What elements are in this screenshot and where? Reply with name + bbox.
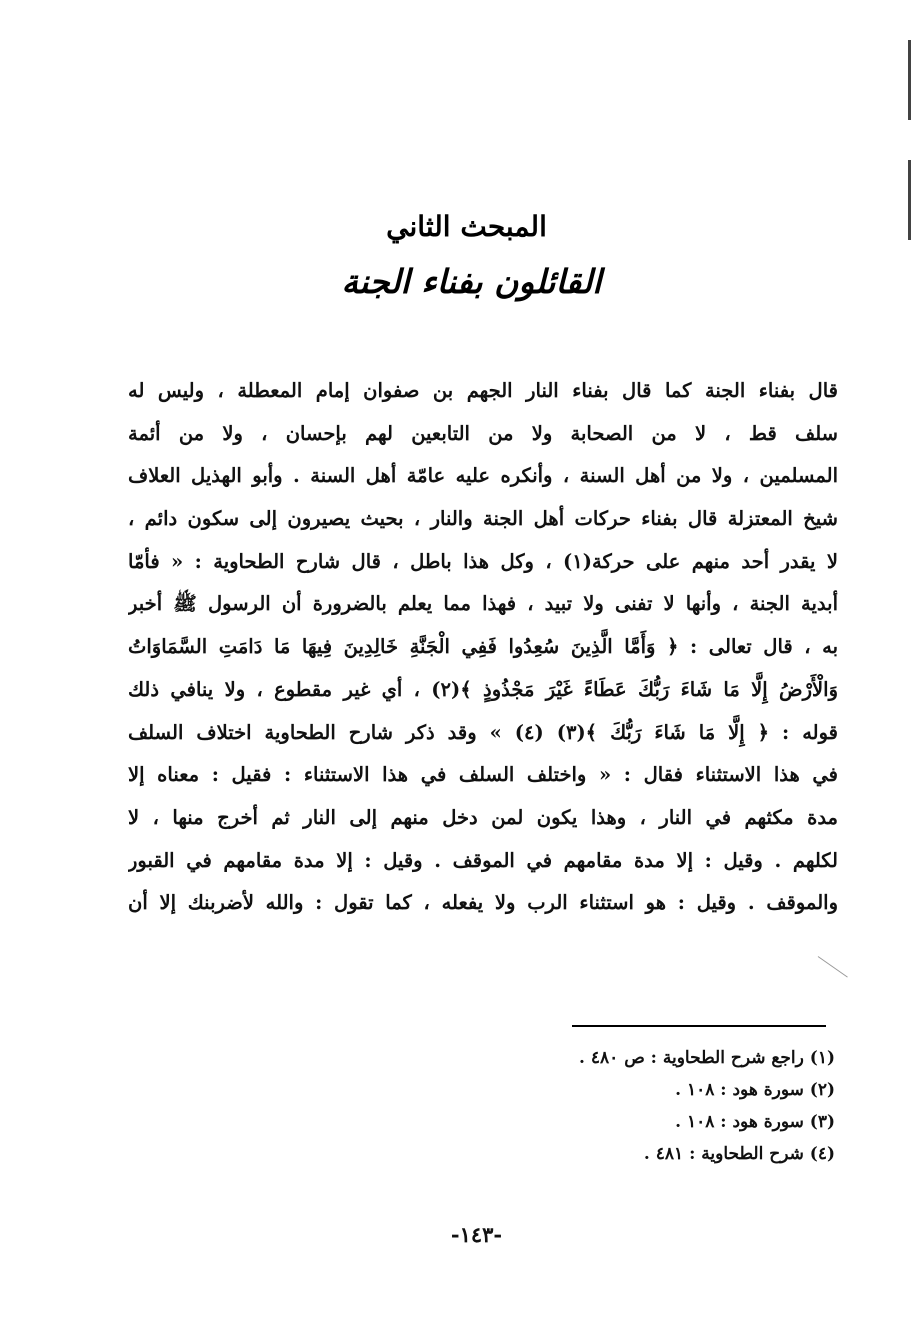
footnote-divider [572,1025,826,1027]
body-line: في هذا الاستثناء فقال : « واختلف السلف في هذا الاستثناء : فقيل : معناه إلا [128,763,838,787]
section-title: المبحث الثاني [386,210,547,243]
body-line: سلف قط ، لا من الصحابة ولا من التابعين لهم بإحسان ، ولا من أئمة [128,421,838,445]
body-line: والموقف . وقيل : هو استثناء الرب ولا يفعله ، كما تقول : والله لأضربنك إلا أن [128,891,838,915]
body-line: قوله : ﴿ إِلَّا مَا شَاءَ رَبُّكَ ﴾(٣) (٤) » وقد ذكر شارح الطحاوية اختلاف السلف [128,720,838,744]
body-paragraph [128,370,838,925]
body-line: لا يقدر أحد منهم على حركة(١) ، وكل هذا باطل ، قال شارح الطحاوية : « فأمّا [128,549,838,573]
footnote: (٤) شرح الطحاوية : ٤٨١ . [643,1144,835,1164]
page-number: -١٤٣- [450,1222,503,1247]
footnote: (١) راجع شرح الطحاوية : ص ٤٨٠ . [579,1048,835,1068]
body-line: شيخ المعتزلة قال بفناء حركات أهل الجنة والنار ، بحيث يصيرون إلى سكون دائم ، [128,507,838,531]
footnote: (٣) سورة هود : ١٠٨ . [675,1112,835,1132]
body-line: لكلهم . وقيل : إلا مدة مقامهم في الموقف . وقيل : إلا مدة مقامهم في القبور [128,848,838,872]
scan-scratch-mark [818,956,848,977]
body-line: أبدية الجنة ، وأنها لا تفنى ولا تبيد ، فهذا مما يعلم بالضرورة أن الرسول ﷺ أخبر [128,592,838,616]
footnotes [579,1042,835,1170]
body-line: قال بفناء الجنة كما قال بفناء النار الجهم بن صفوان إمام المعطلة ، وليس له [128,379,838,402]
body-line: وَالْأَرْضُ إِلَّا مَا شَاءَ رَبُّكَ عَطَاءً غَيْرَ مَجْذُوذٍ ﴾(٢) ، أي غير مقطوع ، ولا ينافي ذلك [128,677,838,701]
body-line: مدة مكثهم في النار ، وهذا يكون لمن دخل منهم إلى النار ثم أخرج منها ، لا [128,805,838,829]
footnote: (٢) سورة هود : ١٠٨ . [675,1080,835,1100]
section-subtitle: القائلون بفناء الجنة [341,262,602,301]
body-line: به ، قال تعالى : ﴿ وَأَمَّا الَّذِينَ سُعِدُوا فَفِي الْجَنَّةِ خَالِدِينَ فِيهَا مَا دَامَتِ السَّمَاوَاتُ [128,635,838,659]
body-line: المسلمين ، ولا من أهل السنة ، وأنكره عليه عامّة أهل السنة . وأبو الهذيل العلاف [128,464,838,488]
